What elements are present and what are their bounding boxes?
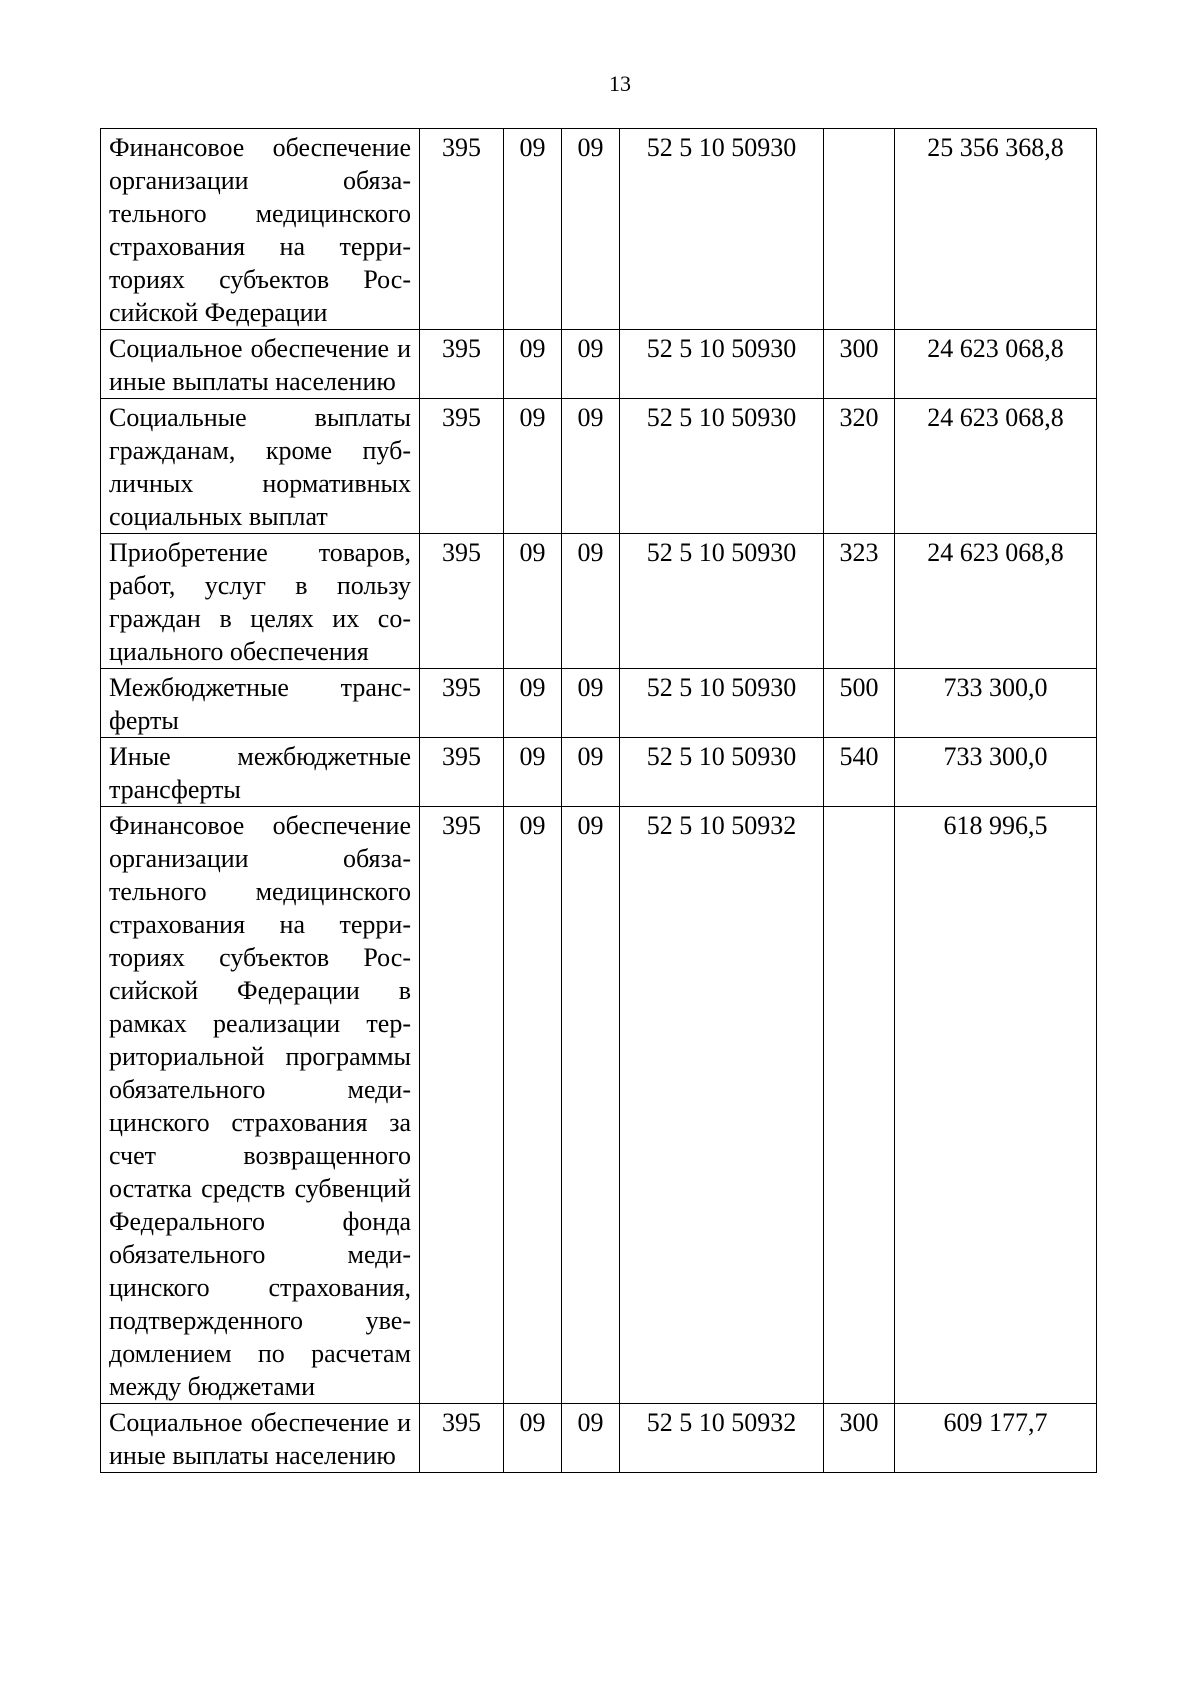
- sum-cell: 618 996,5: [895, 807, 1097, 1404]
- sum-cell: 24 623 068,8: [895, 399, 1097, 534]
- pr-cell: 09: [562, 807, 620, 1404]
- vr-cell: 540: [824, 738, 895, 807]
- rz-cell: 09: [504, 330, 562, 399]
- gr-cell: 395: [420, 534, 504, 669]
- csr-cell: 52 5 10 50930: [620, 330, 824, 399]
- sum-cell: 733 300,0: [895, 738, 1097, 807]
- vr-cell: 500: [824, 669, 895, 738]
- row-name-cell: Социальные выплаты гражданам, кроме публичных нормативных социальных выплат: [101, 399, 420, 534]
- sum-cell: 733 300,0: [895, 669, 1097, 738]
- table-row: [101, 399, 1097, 534]
- row-name-cell: Социальное обеспечение и иные выплаты населению: [101, 1404, 420, 1473]
- pr-cell: 09: [562, 669, 620, 738]
- table-row: [101, 534, 1097, 669]
- row-name-cell: Приобретение товаров, работ, услуг в пользу граждан в целях их социального обеспечения: [101, 534, 420, 669]
- csr-cell: 52 5 10 50930: [620, 534, 824, 669]
- gr-cell: 395: [420, 399, 504, 534]
- pr-cell: 09: [562, 330, 620, 399]
- gr-cell: 395: [420, 738, 504, 807]
- table-row: [101, 738, 1097, 807]
- csr-cell: 52 5 10 50932: [620, 807, 824, 1404]
- budget-table: [100, 128, 1097, 1473]
- vr-cell: 320: [824, 399, 895, 534]
- row-name-cell: Социальное обеспечение и иные выплаты населению: [101, 330, 420, 399]
- rz-cell: 09: [504, 669, 562, 738]
- row-name-cell: Финансовое обеспечение организации обязательного медицинского страхования на территориях субъектов Российской Федерации: [101, 129, 420, 330]
- sum-cell: 24 623 068,8: [895, 534, 1097, 669]
- csr-cell: 52 5 10 50930: [620, 399, 824, 534]
- table-row: [101, 129, 1097, 330]
- sum-cell: 609 177,7: [895, 1404, 1097, 1473]
- vr-cell: 300: [824, 330, 895, 399]
- rz-cell: 09: [504, 399, 562, 534]
- sum-cell: 25 356 368,8: [895, 129, 1097, 330]
- csr-cell: 52 5 10 50930: [620, 738, 824, 807]
- rz-cell: 09: [504, 1404, 562, 1473]
- pr-cell: 09: [562, 534, 620, 669]
- gr-cell: 395: [420, 807, 504, 1404]
- rz-cell: 09: [504, 738, 562, 807]
- csr-cell: 52 5 10 50930: [620, 669, 824, 738]
- csr-cell: 52 5 10 50932: [620, 1404, 824, 1473]
- gr-cell: 395: [420, 330, 504, 399]
- gr-cell: 395: [420, 669, 504, 738]
- pr-cell: 09: [562, 1404, 620, 1473]
- rz-cell: 09: [504, 534, 562, 669]
- page-number: 13: [609, 71, 631, 96]
- rz-cell: 09: [504, 129, 562, 330]
- pr-cell: 09: [562, 129, 620, 330]
- rz-cell: 09: [504, 807, 562, 1404]
- table-row: [101, 330, 1097, 399]
- row-name-cell: Финансовое обеспечение организации обязательного медицинского страхования на территориях субъектов Российской Федерации в рамках реализации территориальной программы обязательного медицинского страхования за счет возвращенного остатка средств субвенций Федерального фонда обязательного медицинского страхования, подтвержденного уведомлением по расчетам между бюджетами: [101, 807, 420, 1404]
- gr-cell: 395: [420, 1404, 504, 1473]
- vr-cell: 300: [824, 1404, 895, 1473]
- vr-cell: [824, 807, 895, 1404]
- vr-cell: [824, 129, 895, 330]
- table-row: [101, 807, 1097, 1404]
- table-row: [101, 1404, 1097, 1473]
- sum-cell: 24 623 068,8: [895, 330, 1097, 399]
- vr-cell: 323: [824, 534, 895, 669]
- table-row: [101, 669, 1097, 738]
- gr-cell: 395: [420, 129, 504, 330]
- pr-cell: 09: [562, 738, 620, 807]
- row-name-cell: Иные межбюджетные трансферты: [101, 738, 420, 807]
- csr-cell: 52 5 10 50930: [620, 129, 824, 330]
- row-name-cell: Межбюджетные трансферты: [101, 669, 420, 738]
- pr-cell: 09: [562, 399, 620, 534]
